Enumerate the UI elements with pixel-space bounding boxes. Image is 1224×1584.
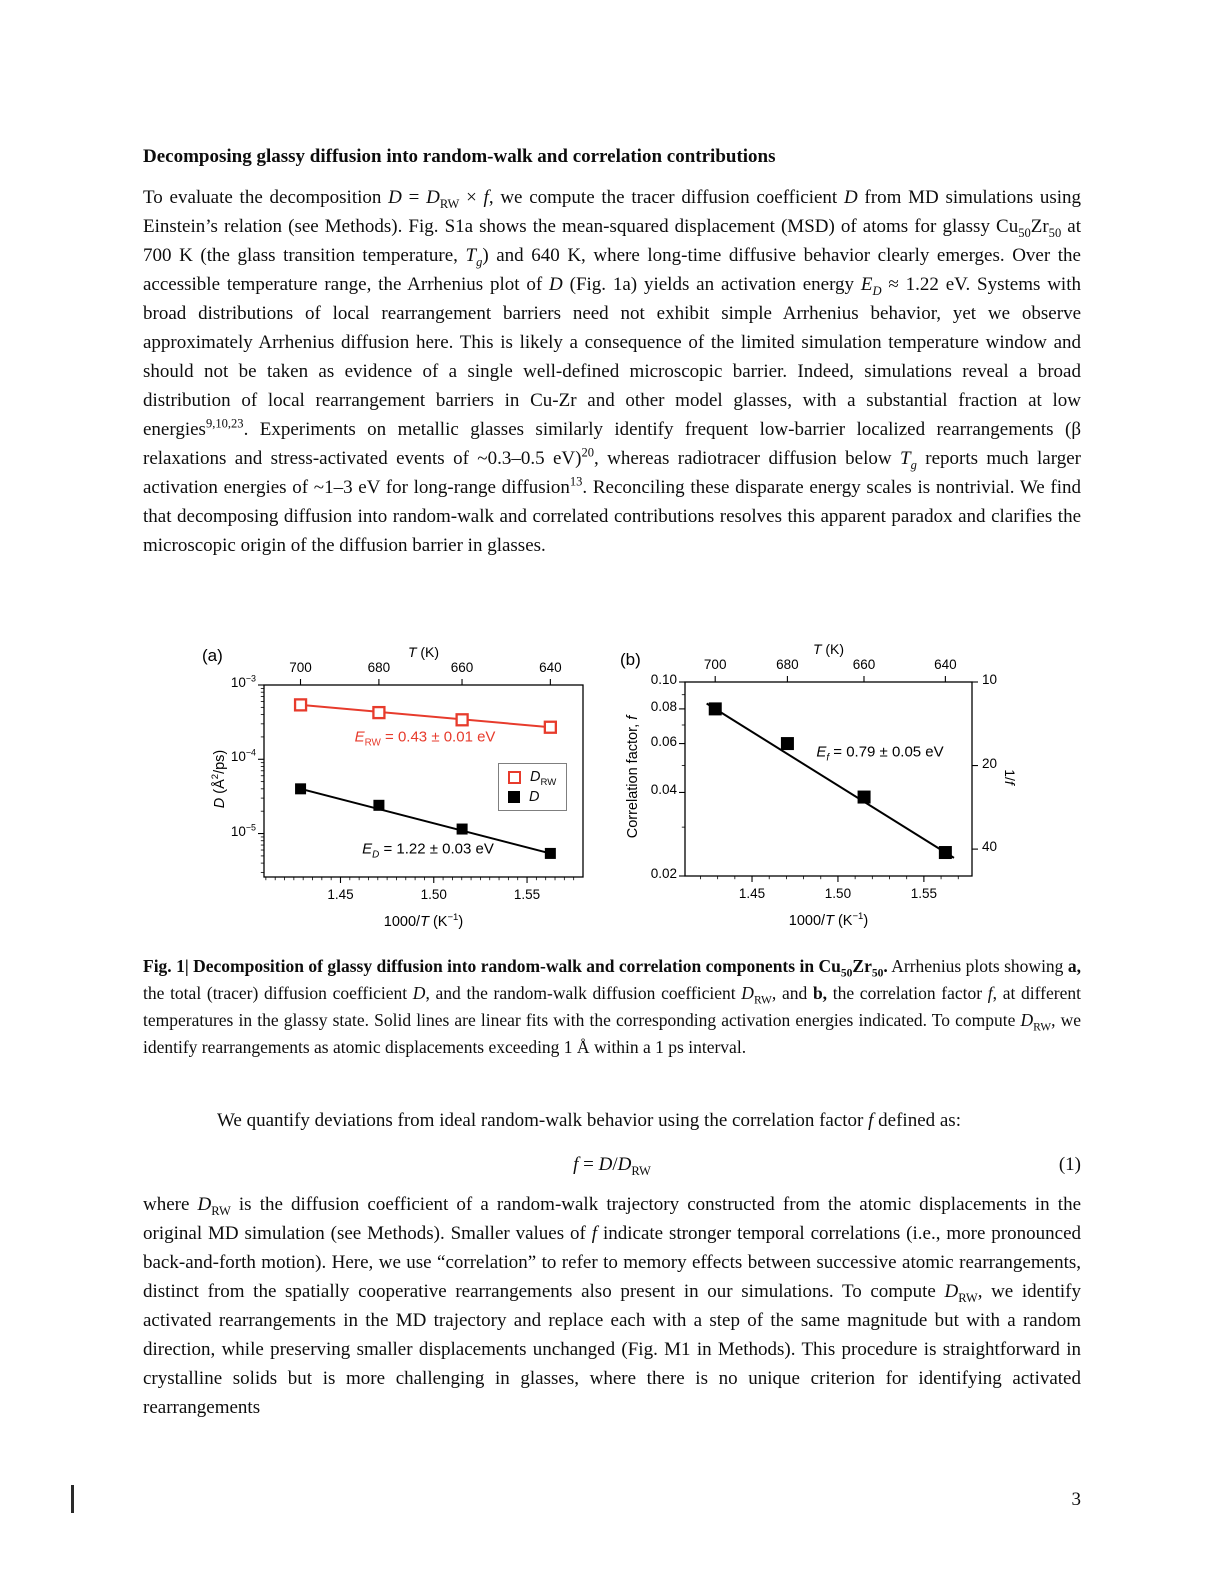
open-square-marker-icon bbox=[508, 771, 521, 784]
x-axis-title: 1000/T $(K^{-1})$ bbox=[383, 912, 464, 930]
fit-line bbox=[707, 704, 954, 858]
y-axis-title: Correlation factor, f bbox=[625, 715, 641, 839]
data-point-marker bbox=[545, 722, 556, 733]
data-point-marker bbox=[457, 824, 468, 835]
y-axis-title: D $(Å^2/ps)$ bbox=[210, 749, 228, 809]
x-tick-label: 1.50 bbox=[420, 887, 447, 902]
y-tick-label: $10^{-3}$ bbox=[230, 673, 256, 690]
fit-annotation: $E_D = 1.22 \pm 0.03$ eV bbox=[362, 840, 494, 861]
x-tick-label: 1.55 bbox=[910, 886, 938, 901]
y-tick-label: $10^{-5}$ bbox=[230, 822, 256, 839]
fit-line bbox=[301, 705, 551, 727]
top-tick-label: 640 bbox=[934, 657, 957, 672]
fit-annotation: $E_{RW} = 0.43 \pm 0.01$ eV bbox=[354, 728, 496, 749]
legend-label: D bbox=[529, 789, 540, 805]
right-tick-label: 40 bbox=[982, 839, 998, 855]
fit-annotation: $E_f = 0.79 \pm 0.05$ eV bbox=[816, 743, 944, 764]
x-tick-label: 1.45 bbox=[327, 887, 354, 902]
top-tick-label: 700 bbox=[289, 660, 312, 675]
data-point-marker bbox=[373, 707, 384, 718]
legend-label: $D_{RW}$ bbox=[530, 769, 557, 788]
top-tick-label: 660 bbox=[450, 660, 474, 675]
top-tick-label: 700 bbox=[703, 657, 727, 672]
y-tick-label: 0.10 bbox=[650, 672, 677, 687]
y-tick-label: 0.02 bbox=[650, 866, 677, 881]
data-point-marker bbox=[781, 737, 794, 750]
equation-row bbox=[143, 1150, 1081, 1179]
top-tick-label: 680 bbox=[367, 660, 391, 675]
para-intro: To evaluate the decomposition $D = D_{RW} \times f$, we compute the tracer diffusion coefficient D from MD simulations using Einstein’s relation (see Methods). Fig. S1a shows the mean-squared displacement (MSD) of atoms for glassy $Cu_{50}Zr_{50}$ at 700 K (the glass transition temperature, $T_g$) and 640 K, where long-time diffusive behavior clearly emerges. Over the accessible temperature range, the Arrhenius plot of D (Fig. 1a) yields an activation energy $E_D \approx 1.22$ eV. Systems with broad distributions of local rearrangement barriers need not exhibit simple Arrhenius behavior, yet we observe approximately Arrhenius diffusion here. This is likely a consequence of the limited simulation temperature window and should not be taken as evidence of a single well-defined microscopic barrier. Indeed, simulations reveal a broad distribution of local rearrangement barriers in Cu-Zr and other model glasses, with a substantial fraction at low energies$^{9,10,23}$. Experiments on metallic glasses similarly identify frequent low-barrier localized rearrangements (β relaxations and stress-activated events of ~0.3–0.5 eV)$^{20}$, whereas radiotracer diffusion below $T_g$ reports much larger activation energies of ~1–3 eV for long-range diffusion$^{13}$. Reconciling these disparate energy scales is nontrivial. We find that decomposing diffusion into random-walk and correlated contributions resolves this apparent paradox and clarifies the microscopic origin of the diffusion barrier in glasses. bbox=[143, 187, 1082, 556]
equation: $f = D/D_{RW}$ bbox=[573, 1154, 651, 1178]
x-tick-label: 1.45 bbox=[738, 886, 766, 901]
data-point-marker bbox=[295, 783, 306, 794]
chart-a bbox=[190, 640, 605, 935]
right-axis-title: 1/f bbox=[1002, 769, 1018, 785]
data-point-marker bbox=[709, 702, 722, 715]
x-tick-label: 1.50 bbox=[824, 886, 852, 901]
top-tick-label: 680 bbox=[776, 657, 799, 672]
data-point-marker bbox=[295, 699, 306, 710]
legend-item bbox=[508, 789, 556, 805]
figure-caption: Fig. 1| Decomposition of glassy diffusion into random-walk and correlation components in $Cu_{50}Zr_{50}$. Arrhenius plots showing a, the total (tracer) diffusion coefficient D, and the random-walk diffusion coefficient $D_{RW}$, and b, the correlation factor f, at different temperatures in the glassy state. Solid lines are linear fits with the corresponding activation energies indicated. To compute $D_{RW}$, we identify rearrangements as atomic displacements exceeding 1 Å within a 1 ps interval. bbox=[143, 956, 1082, 1057]
y-tick-label: 0.08 bbox=[650, 698, 677, 714]
data-point-marker bbox=[457, 714, 468, 725]
data-point-marker bbox=[939, 846, 952, 859]
section-heading: Decomposing glassy diffusion into random-walk and correlation contributions bbox=[143, 146, 776, 167]
text-cursor bbox=[71, 1485, 74, 1513]
y-tick-label: $10^{-4}$ bbox=[230, 747, 256, 765]
x-tick-label: 1.55 bbox=[513, 887, 541, 902]
panel-label: (a) bbox=[202, 646, 223, 665]
filled-square-marker-icon bbox=[508, 791, 520, 803]
top-axis-title: T (K) bbox=[407, 644, 440, 660]
chart-b bbox=[608, 640, 1030, 935]
page-number: 3 bbox=[1071, 1489, 1081, 1510]
para-where: where $D_{RW}$ is the diffusion coefficient of a random-walk trajectory constructed from the atomic displacements in the original MD simulation (see Methods). Smaller values of f indicate stronger temporal correlations (i.e., more pronounced back-and-forth motion). Here, we use “correlation” to refer to memory effects between successive atomic rearrangements, distinct from the spatially cooperative rearrangements also present in our simulations. To compute $D_{RW}$, we identify activated rearrangements in the MD trajectory and replace each with a step of the same magnitude but with a random direction, while preserving smaller displacements unchanged (Fig. M1 in Methods). This procedure is straightforward in crystalline solids but is more challenging in glasses, where there is no unique criterion for identifying activated rearrangements bbox=[143, 1194, 1082, 1418]
panel-label: (b) bbox=[620, 650, 641, 669]
y-tick-label: 0.04 bbox=[650, 782, 677, 798]
x-axis-title: 1000/T $(K^{-1})$ bbox=[788, 911, 869, 929]
top-axis-title: T (K) bbox=[812, 641, 845, 657]
data-point-marker bbox=[858, 791, 871, 804]
data-point-marker bbox=[545, 848, 556, 859]
right-tick-label: 20 bbox=[982, 755, 998, 771]
right-tick-label: 10 bbox=[982, 672, 998, 687]
top-tick-label: 640 bbox=[539, 660, 562, 675]
equation-number: (1) bbox=[1058, 1154, 1081, 1175]
y-tick-label: 0.06 bbox=[650, 733, 677, 749]
legend-item bbox=[508, 769, 557, 788]
para-correlation-intro: We quantify deviations from ideal random-walk behavior using the correlation factor f defined as: bbox=[217, 1110, 961, 1131]
top-tick-label: 660 bbox=[852, 657, 876, 672]
chart-legend bbox=[498, 763, 567, 811]
data-point-marker bbox=[373, 800, 384, 811]
